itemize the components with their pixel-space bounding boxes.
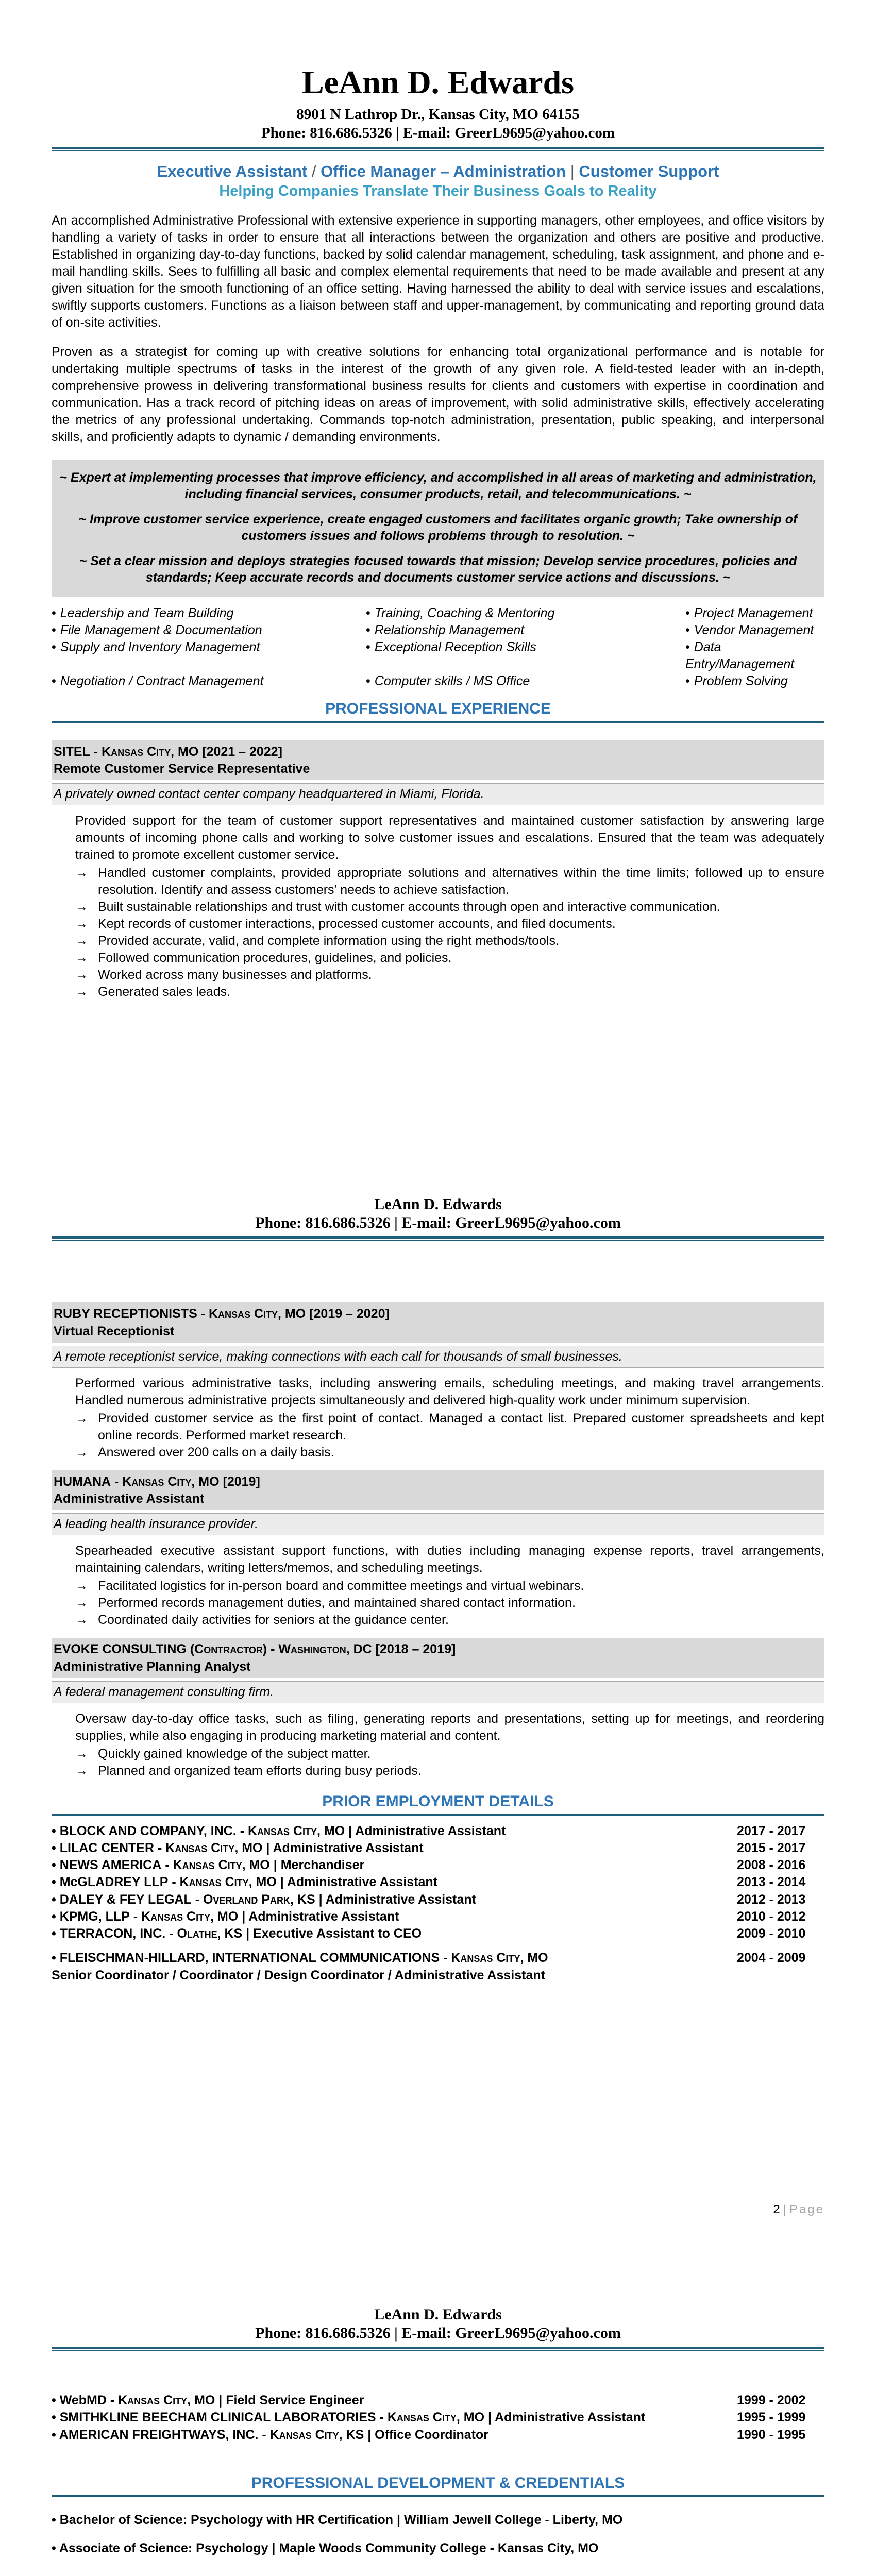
job-location: - Kansas City, MO [2021 – 2022]: [90, 744, 282, 759]
job-description: A leading health insurance provider.: [52, 1513, 824, 1535]
prior-item: [52, 2392, 824, 2409]
prior-location: - Kansas City, MO: [440, 1951, 548, 1965]
prior-company: McGLADREY LLP: [59, 1875, 169, 1890]
skill-item: • Project Management: [685, 605, 824, 622]
prior-employment-list: [52, 1950, 824, 1984]
job-description: A remote receptionist service, making connections with each call for thousands of small businesses.: [52, 1346, 824, 1368]
prior-location: - Kansas City, MO: [236, 1823, 345, 1838]
job-bullet: → Provided accurate, valid, and complete information using the right methods/tools.: [75, 933, 824, 950]
skill-item: • Negotiation / Contract Management: [52, 673, 366, 690]
header-rule: [52, 2347, 824, 2351]
prior-company: FLEISCHMAN-HILLARD, INTERNATIONAL COMMUNICATIONS: [59, 1951, 440, 1965]
job-header: [52, 1470, 824, 1511]
job-bullet: → Facilitated logistics for in-person board and committee meetings and virtual webinars.: [75, 1578, 824, 1595]
job-description: A privately owned contact center company headquartered in Miami, Florida.: [52, 783, 824, 805]
prior-company: NEWS AMERICA: [59, 1858, 162, 1872]
job-company-line: [54, 1473, 822, 1491]
prior-years: 2013 - 2014: [737, 1875, 806, 1890]
highlights-box: [52, 460, 824, 597]
title-sep: |: [566, 162, 579, 180]
headline-titles: [52, 162, 824, 181]
job-bullet: → Quickly gained knowledge of the subject matter.: [75, 1745, 824, 1762]
header-rule: [52, 1236, 824, 1241]
prior-entry: • DALEY & FEY LEGAL - Overland Park, KS | Administrative Assistant: [52, 1892, 476, 1907]
prior-item: [52, 2409, 824, 2426]
prior-entry: • McGLADREY LLP - Kansas City, MO | Administrative Assistant: [52, 1875, 437, 1890]
prior-years: 2015 - 2017: [737, 1840, 806, 1855]
page-2: [0, 1133, 876, 2267]
job-header: [52, 740, 824, 781]
skill-item: • Training, Coaching & Mentoring: [366, 605, 685, 622]
prior-role: | Executive Assistant to CEO: [242, 1926, 422, 1941]
skill-item: • Exceptional Reception Skills: [366, 639, 685, 673]
skills-list: [52, 605, 824, 690]
page-footer: [773, 2202, 824, 2217]
address: 8901 N Lathrop Dr., Kansas City, MO 64155: [296, 106, 580, 123]
prior-company: WebMD: [59, 2393, 107, 2408]
prior-location: - Kansas City, MO: [376, 2410, 485, 2425]
prior-location: - Kansas City, MO: [154, 1840, 263, 1855]
job-location: - Kansas City, MO [2019 – 2020]: [197, 1307, 390, 1321]
section-rule: [52, 721, 824, 723]
prior-role: | Administrative Assistant: [345, 1823, 506, 1838]
prior-years: 2017 - 2017: [737, 1823, 806, 1838]
job-bullet: → Handled customer complaints, provided appropriate solutions and alternatives within the time limits; followed up to ensure resolution. Identify and assess customers' needs to achieve satisfaction.: [75, 865, 824, 899]
job-role: Virtual Receptionist: [54, 1324, 175, 1338]
prior-role: | Administrative Assistant: [238, 1909, 399, 1924]
job-company: EVOKE CONSULTING: [54, 1642, 187, 1656]
prior-entry: • KPMG, LLP - Kansas City, MO | Administrative Assistant: [52, 1909, 399, 1924]
job-bullets: [75, 1745, 824, 1780]
prior-company: BLOCK AND COMPANY, INC.: [59, 1823, 237, 1838]
job-company-line: [54, 1306, 822, 1323]
continuation-contact: Phone: 816.686.5326 | E-mail: GreerL9695@yahoo.com: [255, 1214, 621, 1231]
job-bullet: → Provided customer service as the first point of contact. Managed a contact list. Prepared customer spreadsheets and kept online records. Performed market research.: [75, 1410, 824, 1444]
job-company: HUMANA: [54, 1474, 111, 1489]
prior-location: - Kansas City, KS: [258, 2427, 364, 2442]
highlight: ~ Improve customer service experience, create engaged customers and facilitates organic growth; Take ownership of customers issues and follows problems through to resolution. ~: [78, 512, 798, 543]
job-bullet: → Performed records management duties, and maintained shared contact information.: [75, 1595, 824, 1612]
job-bullet: → Coordinated daily activities for seniors at the guidance center.: [75, 1612, 824, 1629]
job-header: [52, 1638, 824, 1678]
prior-item: [52, 1925, 824, 1942]
prior-years: 1995 - 1999: [737, 2410, 806, 2425]
prior-item: [52, 1857, 824, 1874]
job-bullet: → Generated sales leads.: [75, 984, 824, 1001]
job-summary: Oversaw day-to-day office tasks, such as filing, generating reports and presentations, setting up for meetings, and reordering supplies, while also engaging in producing marketing material and content.: [75, 1711, 824, 1743]
job-bullet: → Answered over 200 calls on a daily basis.: [75, 1444, 824, 1461]
prior-roles: [52, 1967, 824, 1984]
title-sep: –: [436, 162, 453, 180]
page-3: [0, 2267, 876, 2576]
job-summary: Provided support for the team of customer support representatives and maintained customer satisfaction by answering large amounts of incoming phone calls and working to solve customer issues and escalations. Ensured that the team was adequately trained to promote excellent customer service.: [75, 814, 824, 862]
job-location: - Kansas City, MO [2019]: [111, 1474, 260, 1489]
education-item: • Bachelor of Science: Psychology with HR Certification | William Jewell College - Liberty, MO: [52, 2512, 623, 2527]
section-heading-prior: PRIOR EMPLOYMENT DETAILS: [322, 1792, 554, 1810]
prior-role: | Merchandiser: [269, 1858, 365, 1872]
job-header: [52, 1302, 824, 1343]
tagline: Helping Companies Translate Their Business Goals to Reality: [219, 182, 657, 199]
continuation-name: LeAnn D. Edwards: [374, 1196, 502, 1213]
section-rule: [52, 2495, 824, 2497]
skill-item: • Computer skills / MS Office: [366, 673, 685, 690]
job-company-line: [54, 1641, 822, 1658]
prior-entry: • LILAC CENTER - Kansas City, MO | Administrative Assistant: [52, 1840, 424, 1855]
job-role: Administrative Assistant: [54, 1492, 205, 1506]
prior-years: 2009 - 2010: [737, 1926, 806, 1941]
prior-company: KPMG, LLP: [59, 1909, 130, 1924]
continuation-contact: Phone: 816.686.5326 | E-mail: GreerL9695@yahoo.com: [255, 2325, 621, 2342]
job-bullets: [75, 865, 824, 1001]
prior-company: SMITHKLINE BEECHAM CLINICAL LABORATORIES: [59, 2410, 376, 2425]
skill-item: • Data Entry/Management: [685, 639, 824, 673]
job-bullet: → Kept records of customer interactions, processed customer accounts, and filed documents.: [75, 916, 824, 933]
prior-years: 2004 - 2009: [737, 1951, 806, 1965]
prior-item: [52, 1840, 824, 1857]
education-item: • Associate of Science: Psychology | Maple Woods Community College - Kansas City, MO: [52, 2540, 599, 2555]
prior-entry: • WebMD - Kansas City, MO | Field Service Engineer: [52, 2393, 364, 2408]
prior-years: 2012 - 2013: [737, 1892, 806, 1907]
prior-company: TERRACON, INC.: [59, 1926, 166, 1941]
title-part: Office Manager: [321, 162, 436, 180]
prior-role: | Field Service Engineer: [215, 2393, 364, 2408]
title-sep: /: [307, 162, 321, 180]
skill-item: • Supply and Inventory Management: [52, 639, 366, 673]
prior-location: - Kansas City, MO: [168, 1875, 277, 1890]
prior-years: 2010 - 2012: [737, 1909, 806, 1924]
prior-company: AMERICAN FREIGHTWAYS, INC.: [59, 2427, 259, 2442]
skill-item: • Problem Solving: [685, 673, 824, 690]
prior-item: [52, 1891, 824, 1908]
job-body: [75, 1543, 824, 1629]
section-heading-development: PROFESSIONAL DEVELOPMENT & CREDENTIALS: [251, 2474, 625, 2492]
section-heading-experience: PROFESSIONAL EXPERIENCE: [325, 700, 551, 717]
job-bullets: [75, 1578, 824, 1629]
prior-years: 1999 - 2002: [737, 2393, 806, 2408]
prior-employment-list: [52, 2392, 824, 2444]
prior-entry: • AMERICAN FREIGHTWAYS, INC. - Kansas City, KS | Office Coordinator: [52, 2427, 489, 2442]
title-part: Customer Support: [579, 162, 719, 180]
skill-item: • File Management & Documentation: [52, 622, 366, 639]
prior-item: [52, 1874, 824, 1891]
prior-item: [52, 2427, 824, 2444]
contact-line: Phone: 816.686.5326 | E-mail: GreerL9695@yahoo.com: [261, 125, 615, 142]
prior-entry: • TERRACON, INC. - Olathe, KS | Executive Assistant to CEO: [52, 1926, 422, 1941]
prior-employment-list: [52, 1823, 824, 1943]
continuation-name: LeAnn D. Edwards: [374, 2306, 502, 2323]
prior-entry: • FLEISCHMAN-HILLARD, INTERNATIONAL COMMUNICATIONS - Kansas City, MO: [52, 1951, 548, 1965]
job-body: [75, 1710, 824, 1780]
summary-paragraph: Proven as a strategist for coming up with creative solutions for enhancing total organizational performance and is notable for undertaking multiple spectrums of tasks in the interest of the growth of any given role. A field-tested leader with an in-depth, comprehensive prowess in delivering transformational business results for clients and customers with expertise in coordination and communication. Has a track record of pitching ideas on areas of improvement, with solid administrative skills, effectively accelerating the metrics of any professional undertaking. Commands top-notch administration, presentation, public speaking, and interpersonal skills, and proficiently adapts to dynamic / demanding environments.: [52, 344, 824, 444]
prior-company: DALEY & FEY LEGAL: [59, 1892, 192, 1907]
page-label: Page: [789, 2202, 824, 2216]
prior-item: [52, 1908, 824, 1925]
title-part: Administration: [453, 162, 566, 180]
page-sep: |: [783, 2202, 786, 2216]
header-rule: [52, 147, 824, 151]
prior-location: - Kansas City, MO: [106, 2393, 215, 2408]
job-body: [75, 1375, 824, 1461]
prior-company: LILAC CENTER: [59, 1840, 155, 1855]
prior-role: Senior Coordinator / Coordinator / Design Coordinator / Administrative Assistant: [52, 1968, 545, 1982]
highlight: ~ Set a clear mission and deploys strategies focused towards that mission; Develop service procedures, policies and standards; Keep accurate records and documents customer service actions and discussions. ~: [79, 553, 797, 585]
job-description: A federal management consulting firm.: [52, 1681, 824, 1703]
prior-years: 1990 - 1995: [737, 2427, 806, 2442]
skill-item: • Vendor Management: [685, 622, 824, 639]
prior-role: | Administrative Assistant: [262, 1840, 424, 1855]
prior-role: | Administrative Assistant: [484, 2410, 646, 2425]
job-bullets: [75, 1410, 824, 1461]
job-company: RUBY RECEPTIONISTS: [54, 1307, 197, 1321]
prior-location: - Olathe, KS: [165, 1926, 243, 1941]
prior-years: 2008 - 2016: [737, 1858, 806, 1872]
prior-item: [52, 1823, 824, 1840]
prior-entry: • BLOCK AND COMPANY, INC. - Kansas City, MO | Administrative Assistant: [52, 1823, 506, 1838]
resume-name: LeAnn D. Edwards: [301, 64, 575, 100]
job-bullet: → Planned and organized team efforts during busy periods.: [75, 1762, 824, 1780]
summary-paragraph: An accomplished Administrative Professional with extensive experience in supporting managers, other employees, and office visitors by handling a variety of tasks in order to ensure that all interactions between the organization and others are positive and productive. Established in organizing day-to-day functions, backed by solid calendar management, scheduling, task assignment, and phone and e-mail handling skills. Sees to fulfilling all basic and complex elemental requirements that need to be made available and present at any given situation for the smooth functioning of an office setting. Having harnessed the ability to deal with service issues and escalations, swiftly supports customers. Functions as a liaison between staff and upper-management, by communicating and reporting ground data of on-site activities.: [52, 213, 824, 330]
prior-location: - Kansas City, MO: [161, 1858, 270, 1872]
page-1: [0, 0, 876, 1133]
prior-role: | Administrative Assistant: [276, 1875, 437, 1890]
title-part: Executive Assistant: [157, 162, 308, 180]
skill-item: • Leadership and Team Building: [52, 605, 366, 622]
job-company-line: [54, 743, 822, 761]
prior-item: [52, 1950, 824, 1967]
prior-entry: • NEWS AMERICA - Kansas City, MO | Merchandiser: [52, 1858, 365, 1872]
education-text: Bachelor of Science: Psychology with HR Certification | William Jewell College - Liberty, MO: [59, 2512, 623, 2527]
prior-location: - Overland Park, KS: [191, 1892, 315, 1907]
prior-role: | Office Coordinator: [364, 2427, 489, 2442]
job-summary: Performed various administrative tasks, including answering emails, scheduling meetings, and making travel arrangements. Handled numerous administrative projects simultaneously and delivered high-quality work under minimum supervision.: [75, 1376, 824, 1408]
highlight: ~ Expert at implementing processes that improve efficiency, and accomplished in all areas of marketing and administration, including financial services, consumer products, retail, and telecommunications. ~: [59, 470, 817, 501]
page-number: 2: [773, 2202, 780, 2216]
skill-item: • Relationship Management: [366, 622, 685, 639]
job-summary: Spearheaded executive assistant support functions, with duties including managing expense reports, travel arrangements, maintaining calendars, writing letters/memos, and scheduling meetings.: [75, 1544, 824, 1575]
job-role: Administrative Planning Analyst: [54, 1659, 251, 1674]
prior-role: | Administrative Assistant: [315, 1892, 476, 1907]
job-role: Remote Customer Service Representative: [54, 761, 310, 776]
education-text: Associate of Science: Psychology | Maple Woods Community College - Kansas City, MO: [59, 2540, 599, 2555]
job-company: SITEL: [54, 744, 90, 759]
prior-location: - Kansas City, MO: [129, 1909, 239, 1924]
job-bullet: → Built sustainable relationships and trust with customer accounts through open and interactive communication.: [75, 899, 824, 916]
prior-entry: • SMITHKLINE BEECHAM CLINICAL LABORATORIES - Kansas City, MO | Administrative Assistant: [52, 2410, 646, 2425]
section-rule: [52, 1814, 824, 1816]
job-body: [75, 812, 824, 1001]
job-bullet: → Worked across many businesses and platforms.: [75, 967, 824, 984]
job-location: (Contractor) - Washington, DC [2018 – 2019]: [186, 1642, 456, 1656]
job-bullet: → Followed communication procedures, guidelines, and policies.: [75, 950, 824, 967]
